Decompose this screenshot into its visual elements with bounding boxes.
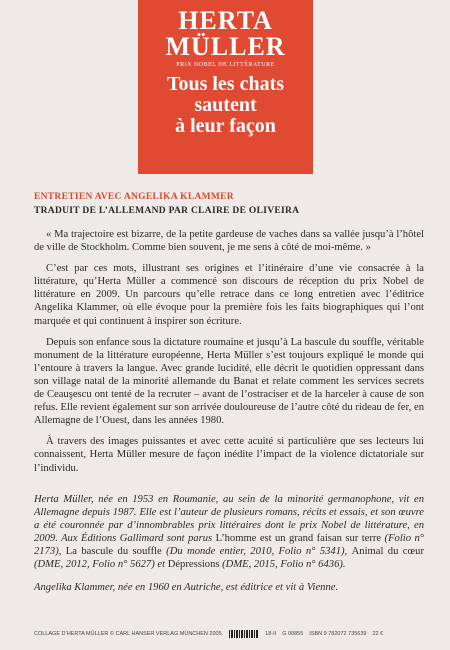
price: 22 € [372, 631, 384, 637]
work-title: Dépressions [167, 559, 220, 571]
klammer-bio: Angelika Klammer, née en 1960 en Autriche, est éditrice et vit à Vienne. [34, 581, 339, 593]
author-first-name: HERTA [178, 6, 273, 35]
body-paragraph: À travers des images puissantes et avec cette acuité si particulière que ses lecteurs lui connaissent, Herta Müller mesure de façon inédite l’impact de la violence dictatoriale sur l’individu. [34, 436, 424, 474]
muller-bio: Herta Müller, née en 1953 en Roumanie, au sein de la minorité germanophone, vit en Allemagne depuis 1987. Elle est l’auteur de plusieurs romans, récits et essais, et son œuvre a été couronnée par d’innombrables prix littéraires dont le prix Nobel de littérature, en 2009. Aux Éditions Gallimard sont parus L’homme est un grand faisan sur terre (Folio n° 2173), La bascule du souffle (Du monde entier, 2010, Folio n° 5341), Animal du cœur (DME, 2012, Folio n° 5627) et Dépressions (DME, 2015, Folio n° 6436). [34, 494, 424, 571]
work-title: La bascule du souffle [65, 546, 162, 558]
author-bio [34, 493, 424, 603]
quote-paragraph: « Ma trajectoire est bizarre, de la petite gardeuse de vaches dans sa vallée jusqu’à l’hôtel de ville de Stockholm. Comme bien souvent, je me sens à côté de moi-même. » [34, 229, 424, 254]
barcode-icon [229, 630, 259, 638]
work-title: L’homme est un grand faisan sur terre [215, 533, 382, 545]
work-title: Animal du cœur [351, 546, 424, 558]
book-title-line: à leur façon [175, 115, 276, 137]
book-title [138, 74, 313, 137]
code-a: 18-II [265, 631, 277, 637]
body-paragraph: Depuis son enfance sous la dictature roumaine et jusqu’à La bascule du souffle, véritable monument de la littérature européenne, Herta Müller s’est toujours expliqué le monde qui l’entoure à travers la langue. Avec grande lucidité, elle décrit le quotidien oppressant dans son village natal de la minorité allemande du Banat et relate comment les services secrets de Ceauşescu ont tenté de la recruter – avant de l’ostraciser et de la harceler à cause de son refus. Elle revient également sur son arrivée douloureuse de l’autre côté du rideau de fer, en Allemagne de l’Ouest, dans les années 1980. [34, 336, 424, 427]
book-title-line: Tous les chats [166, 73, 285, 95]
back-cover-text [34, 228, 424, 483]
interview-label: ENTRETIEN AVEC ANGELIKA KLAMMER [34, 192, 234, 202]
footer [34, 630, 429, 638]
author-last-name: MÜLLER [165, 32, 286, 61]
isbn: ISBN 9 782072 735639 [309, 631, 367, 637]
translator-label: TRADUIT DE L’ALLEMAND PAR CLAIRE DE OLIVEIRA [34, 206, 300, 216]
book-title-line: sautent [194, 94, 257, 116]
body-paragraph: C’est par ces mots, illustrant ses origines et l’itinéraire d’une vie consacrée à la littérature, qu’Herta Müller a commencé son discours de réception du prix Nobel de littérature en 2009. Un parcours qu’elle retrace dans ce long entretien avec l’éditrice Angelika Klammer, où elle évoque pour la première fois les faits biographiques qui l’ont marquée et qui continuent à inspirer son écriture. [34, 263, 424, 327]
nobel-prize-label: PRIX NOBEL DE LITTÉRATURE [176, 62, 275, 68]
cover-title-panel [138, 0, 313, 174]
image-credit: COLLAGE D’HERTA MÜLLER © CARL HANSER VERLAG MÜNCHEN 2005. [34, 631, 224, 637]
code-b: G 00855 [282, 631, 304, 637]
